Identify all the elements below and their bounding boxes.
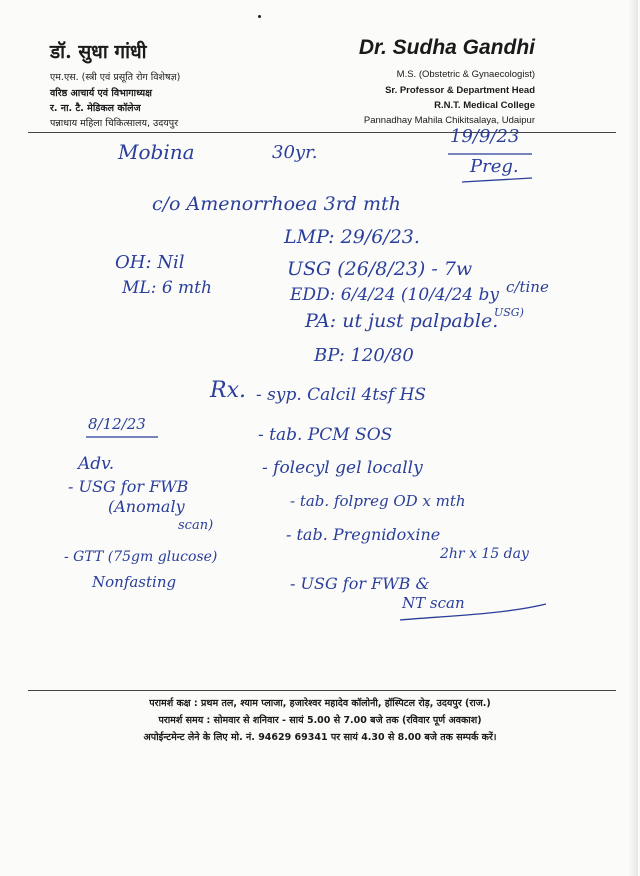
footer-divider <box>28 690 616 691</box>
doctor-name-hindi: डॉ. सुधा गांधी <box>50 41 147 63</box>
rx-item-6: - USG for FWB & <box>290 574 430 593</box>
position-hindi: वरिष्ठ आचार्य एवं विभागाध्यक्ष <box>50 88 152 99</box>
usg-note: c/tine <box>506 278 549 296</box>
page-edge-shadow <box>628 0 638 876</box>
hospital-hindi: पन्नाधाय महिला चिकित्सालय, उदयपुर <box>50 118 179 129</box>
doctor-name-english: Dr. Sudha Gandhi <box>358 36 535 59</box>
college-hindi: र. ना. टै. मेडिकल कॉलेज <box>50 103 141 114</box>
edd: EDD: 6/4/24 (10/4/24 by <box>290 285 499 305</box>
edd-note: USG) <box>494 306 524 319</box>
lmp: LMP: 29/6/23. <box>284 226 420 248</box>
date-underline-mark <box>440 148 540 188</box>
advice-heading: Adv. <box>78 454 115 474</box>
advice-item-1-detail-2: scan) <box>178 518 214 533</box>
rx-item-4: - tab. folpreg OD x mth <box>290 492 466 510</box>
patient-name: Mobina <box>118 140 195 164</box>
rx-item-5-dosage: 2hr x 15 day <box>440 546 529 562</box>
speck <box>258 15 261 18</box>
appointment-contact: अपोईन्टमेन्ट लेने के लिए मो. नं. 94629 69341 पर सायं 4.30 से 8.00 बजे तक सम्पर्क करें। <box>143 732 497 743</box>
position-english: Sr. Professor & Department Head <box>385 85 535 96</box>
degree-hindi: एम.एस. (स्त्री एवं प्रसूति रोग विशेषज्ञ) <box>50 72 181 83</box>
consultation-address: परामर्श कक्ष : प्रथम तल, श्याम प्लाजा, हजारेश्वर महादेव कॉलोनी, हॉस्पिटल रोड़, उदयपुर (राज.) <box>149 698 491 709</box>
advice-date-underline <box>84 432 164 442</box>
advice-item-1: - USG for FWB <box>68 477 189 496</box>
usg-result: USG (26/8/23) - 7w <box>287 258 473 280</box>
advice-item-2-detail: Nonfasting <box>92 573 177 591</box>
rx-symbol: Rx. <box>210 378 246 403</box>
rx-item-5: - tab. Pregnidoxine <box>286 525 441 544</box>
patient-age: 30yr. <box>272 142 318 163</box>
advice-item-2: - GTT (75gm glucose) <box>64 549 218 565</box>
advice-date: 8/12/23 <box>88 415 146 433</box>
rx-item-6-continued: NT scan <box>402 594 465 612</box>
obstetric-history: OH: Nil <box>115 252 185 273</box>
per-abdomen-finding: PA: ut just palpable. <box>305 310 499 332</box>
visit-date: 19/9/23 <box>450 126 520 147</box>
complaint: c/o Amenorrhoea 3rd mth <box>152 193 401 215</box>
visit-date-note: Preg. <box>470 156 519 177</box>
blood-pressure: BP: 120/80 <box>314 345 414 366</box>
rx-item-3: - folecyl gel locally <box>262 458 423 478</box>
header-divider <box>28 132 616 133</box>
rx-item-1: - syp. Calcil 4tsf HS <box>256 385 427 405</box>
rx-end-underline <box>396 598 556 628</box>
advice-item-1-detail: (Anomaly <box>108 497 185 516</box>
consultation-hours: परामर्श समय : सोमवार से शनिवार - सायं 5.00 से 7.00 बजे तक (रविवार पूर्ण अवकाश) <box>158 715 482 726</box>
degree-english: M.S. (Obstetric & Gynaecologist) <box>396 69 535 80</box>
rx-item-2: - tab. PCM SOS <box>258 425 393 445</box>
hospital-english: Pannadhay Mahila Chikitsalaya, Udaipur <box>363 115 535 126</box>
college-english: R.N.T. Medical College <box>434 100 535 111</box>
marital-life: ML: 6 mth <box>122 278 212 298</box>
